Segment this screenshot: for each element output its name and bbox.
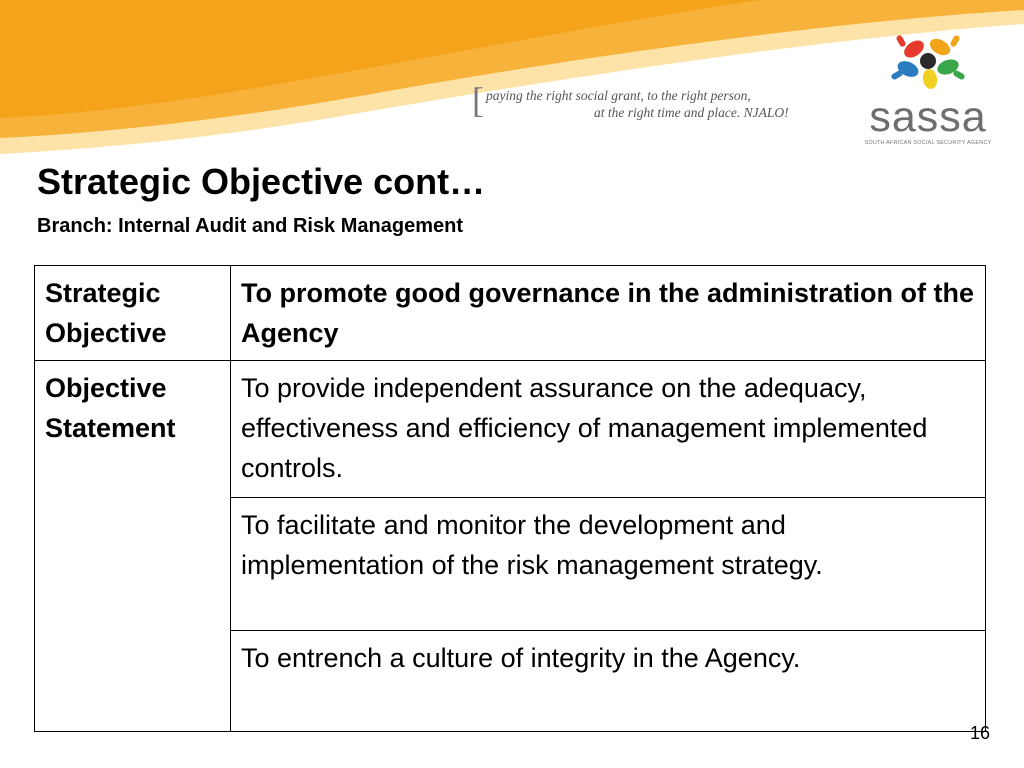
objective-statement-1: To provide independent assurance on the adequacy, effectiveness and efficiency of management implemented controls. [231, 361, 986, 498]
page-number: 16 [969, 723, 990, 743]
tagline-line-2: at the right time and place. NJALO! [594, 105, 789, 120]
strategic-objective-label: Strategic Objective [35, 266, 231, 361]
objective-table [34, 265, 986, 732]
strategic-objective-value: To promote good governance in the administration of the Agency [231, 266, 986, 361]
table-row [35, 361, 986, 498]
objective-statement-3: To entrench a culture of integrity in the Agency. [231, 631, 986, 732]
objective-statement-label: Objective Statement [35, 361, 231, 732]
logo-subtext: SOUTH AFRICAN SOCIAL SECURITY AGENCY [864, 140, 992, 146]
table-row [35, 266, 986, 361]
tagline-line-1: paying the right social grant, to the right person, [486, 88, 751, 103]
hands-emblem-icon [862, 28, 994, 94]
page-subtitle: Branch: Internal Audit and Risk Management [37, 215, 463, 237]
page-title: Strategic Objective cont… [37, 161, 486, 202]
objective-statement-2: To facilitate and monitor the development and implementation of the risk management strategy. [231, 498, 986, 631]
logo-wordmark: sassa [869, 93, 987, 141]
sassa-logo [862, 28, 994, 158]
tagline-bracket: [ [472, 80, 484, 120]
